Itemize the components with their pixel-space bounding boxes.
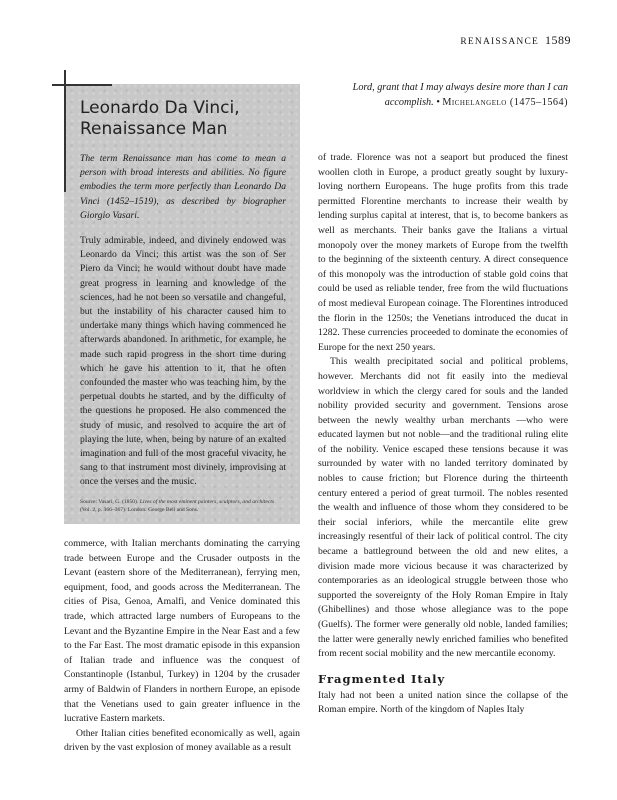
quote-bullet: • (436, 97, 440, 108)
left-column (64, 537, 300, 756)
sidebar-title-line2: Renaissance Man (80, 119, 228, 139)
sidebar-source (80, 498, 286, 514)
sidebar-rule-vertical (64, 70, 66, 192)
epigraph-quote (318, 80, 568, 110)
running-head-section: RENAISSANCE (460, 37, 539, 47)
sidebar-title (80, 98, 286, 140)
left-paragraph-1: commerce, with Italian merchants dominating the carrying trade between Europe and the Crusader outposts in the Levant (eastern shore of the Mediterranean), ferrying men, equipment, food, and goods across the Mediterranean. The cities of Pisa, Genoa, Amalfi, and Venice dominated this trade, which attracted large numbers of Europeans to the Levant and the Byzantine Empire in the Near East and a few to the Far East. The most dramatic episode in this expansion of Italian trade and influence was the conquest of Constantinople (Istanbul, Turkey) in 1204 by the crusader army of Baldwin of Flanders in northern Europe, an episode that the Venetians used to gain greater influence in the lucrative Eastern markets. (64, 538, 300, 725)
sidebar-intro: The term Renaissance man has come to mean a person with broad interests and abilities. No figure embodies the term more perfectly than Leonardo Da Vinci (1452–1519), as described by biographer Giorgio Vasari. (80, 153, 286, 221)
left-paragraph-2: Other Italian cities benefited economically as well, again driven by the vast explosion of money available as a result (64, 727, 300, 754)
running-head (460, 33, 571, 48)
sidebar-title-line1: Leonardo Da Vinci, (80, 98, 240, 118)
sidebar-box (64, 84, 300, 524)
right-column (318, 151, 568, 718)
sidebar-body: Truly admirable, indeed, and divinely endowed was Leonardo da Vinci; this artist was the son of Ser Piero da Vinci; he would without doubt have made great progress in learning and knowledge of the sciences, had he not been so versatile and changeful, but the instability of his character caused him to undertake many things which having commenced he afterwards abandoned. In arithmetic, for example, he made such rapid progress in the short time during which he gave his attention to it, that he often confounded the master who was teaching him, by the perpetual doubts he started, and by the difficulty of the questions he proposed. He also commenced the study of music, and resolved to acquire the art of playing the lute, when, being by nature of an exalted imagination and full of the most graceful vivacity, he sang to that instrument most divinely, improvising at once the verses and the music. (80, 235, 286, 488)
page-number: 1589 (545, 33, 571, 47)
right-paragraph-1: of trade. Florence was not a seaport but produced the finest woollen cloth in Europe, a product greatly sought by luxury-loving northern Europeans. The huge profits from this trade permitted Florentine merchants to increase their wealth by lending surplus capital at interest, that is, to become bankers as well as merchants. Their banks gave the Italians a virtual monopoly over the money markets of Europe from the twelfth to the beginning of the sixteenth century. A direct consequence of this monopoly was the introduction of stable gold coins that could be used as reliable tender, free from the wild fluctuations of most medieval European coinage. The Florentines introduced the florin in the 1250s; the Venetians introduced the ducat in 1282. These currencies proceeded to dominate the economies of Europe for the next 250 years. (318, 152, 568, 353)
right-paragraph-2: This wealth precipitated social and political problems, however. Merchants did not fit easily into the medieval worldview in which the clergy cared for souls and the landed nobility provided security and government. Tensions arose between the newly wealthy urban merchants —who were educated laymen but not noble—and the traditional ruling elite of the nobility. Venice escaped these tensions because it was surrounded by water with no landed territory dominated by nobles to cause friction; but Florence during the thirteenth century entered a period of great turmoil. The nobles resented the wealth and influence of those whom they considered to be their social inferiors, while the mercantile elite grew increasingly resentful of their lack of political control. The city became a battleground between the old and new elites, a division made more vicious because it was characterized by contemporaries as an ideological struggle between those who supported the sovereignty of the Holy Roman Empire in Italy (Ghibellines) and those whose allegiance was to the pope (Guelfs). The former were generally old noble, landed families; the latter were generally newly enriched families who benefited from recent social mobility and the new mercantile economy. (318, 356, 568, 660)
source-title: Lives of the most eminent painters, sculptors, and architects (139, 498, 275, 505)
source-suffix: (Vol. 2, p. 366–367). London: George Bell and Sons. (80, 506, 199, 513)
right-paragraph-3: Italy had not been a united nation since the collapse of the Roman empire. North of the kingdom of Naples Italy (318, 689, 568, 716)
source-prefix: Source: Vasari, G. (1850). (80, 498, 140, 505)
sidebar-rule-horizontal (52, 84, 112, 86)
quote-attribution: Michelangelo (1475–1564) (442, 97, 568, 108)
quote-text: Lord, grant that I may always desire more than I can accomplish. (352, 82, 568, 108)
subheading: Fragmented Italy (318, 671, 446, 686)
